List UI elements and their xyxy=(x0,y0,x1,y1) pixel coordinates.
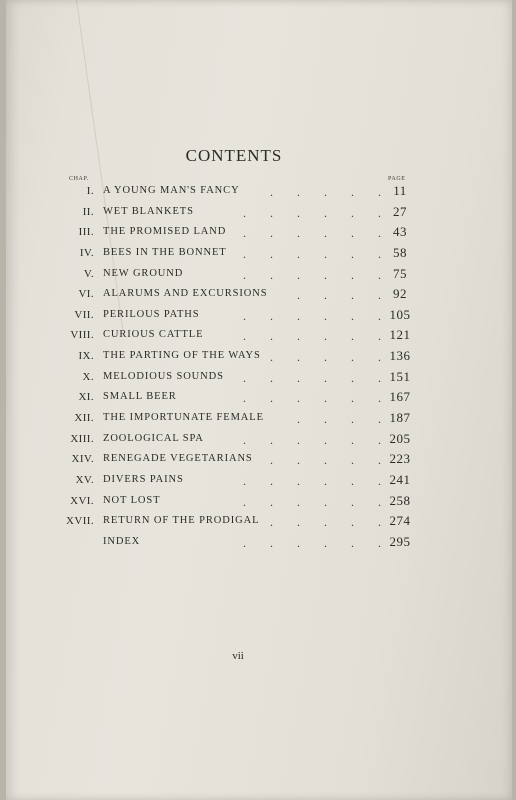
page-reference: 274 xyxy=(389,513,411,529)
leader-dots: . . . . xyxy=(297,412,381,427)
page-reference: 136 xyxy=(389,348,411,364)
page-reference: 151 xyxy=(389,368,411,384)
chapter-title: WET BLANKETS xyxy=(103,205,194,217)
leader-dots: . . . . . . xyxy=(243,391,381,406)
chapter-number: XIV. xyxy=(71,453,94,466)
chapter-title: THE IMPORTUNATE FEMALE xyxy=(103,412,264,424)
page-reference: 43 xyxy=(393,224,407,240)
leader-dots: . . . . xyxy=(297,288,381,303)
contents-heading: CONTENTS xyxy=(185,146,283,165)
toc-entry xyxy=(6,470,512,491)
leader-dots: . . . . . xyxy=(270,515,381,530)
page-number: vii xyxy=(232,650,244,662)
chapter-number: XIII. xyxy=(70,432,94,445)
chapter-title: INDEX xyxy=(103,535,141,547)
leader-dots: . . . . . . xyxy=(243,329,381,344)
leader-dots: . . . . . xyxy=(270,453,381,468)
chapter-number: IV. xyxy=(79,246,94,259)
leader-dots: . . . . . . xyxy=(243,432,381,447)
chapter-number: IX. xyxy=(78,350,94,363)
chapter-column-label: CHAP. xyxy=(69,176,89,182)
page-reference: 58 xyxy=(393,244,407,260)
chapter-number: VI. xyxy=(78,288,94,301)
leader-dots: . . . . . . xyxy=(243,535,381,550)
chapter-title: NOT LOST xyxy=(103,494,161,506)
chapter-number: VII. xyxy=(74,308,94,321)
page-column-label: PAGE xyxy=(388,176,406,182)
chapter-title: THE PARTING OF THE WAYS xyxy=(103,350,261,362)
toc-entry xyxy=(6,532,512,553)
toc-entry xyxy=(6,491,512,512)
page-reference: 121 xyxy=(389,327,411,343)
chapter-title: CURIOUS CATTLE xyxy=(103,329,204,341)
toc-entry xyxy=(6,449,512,470)
toc-entry xyxy=(6,429,512,450)
chapter-number: III. xyxy=(78,226,94,239)
chapter-title: A YOUNG MAN'S FANCY xyxy=(103,185,240,196)
chapter-title: BEES IN THE BONNET xyxy=(103,246,227,258)
book-page xyxy=(6,0,512,800)
page-reference: 75 xyxy=(393,265,407,281)
chapter-title: THE PROMISED LAND xyxy=(103,226,227,238)
toc-entry xyxy=(6,346,512,367)
leader-dots: . . . . . xyxy=(270,350,381,365)
table-of-contents xyxy=(6,181,512,553)
leader-dots: . . . . . . xyxy=(243,226,381,241)
toc-entry xyxy=(6,408,512,429)
chapter-title: NEW GROUND xyxy=(103,267,184,279)
page-reference: 27 xyxy=(393,203,407,219)
chapter-title: DIVERS PAINS xyxy=(103,473,184,485)
page-reference: 105 xyxy=(389,306,411,322)
toc-entry xyxy=(6,264,512,285)
page-reference: 92 xyxy=(393,286,407,302)
toc-entry xyxy=(6,181,512,202)
chapter-number: XV. xyxy=(75,473,94,486)
leader-dots: . . . . . . xyxy=(243,473,381,488)
page-reference: 223 xyxy=(389,451,411,467)
leader-dots: . . . . . . xyxy=(243,267,381,282)
page-reference: 167 xyxy=(389,389,411,405)
chapter-number: I. xyxy=(86,185,94,197)
chapter-number: XVI. xyxy=(70,494,94,507)
chapter-number: X. xyxy=(82,370,94,383)
page-reference: 187 xyxy=(389,410,411,426)
page-reference: 295 xyxy=(389,533,411,549)
chapter-title: ALARUMS AND EXCURSIONS xyxy=(103,288,268,300)
leader-dots: . . . . . . xyxy=(243,205,381,220)
chapter-title: RENEGADE VEGETARIANS xyxy=(103,453,253,465)
chapter-title: RETURN OF THE PRODIGAL xyxy=(103,515,260,527)
chapter-number: V. xyxy=(83,267,94,280)
toc-entry xyxy=(6,284,512,305)
page-reference: 11 xyxy=(393,183,407,198)
leader-dots: . . . . . . xyxy=(243,308,381,323)
chapter-number: XI. xyxy=(78,391,94,404)
toc-entry xyxy=(6,367,512,388)
leader-dots: . . . . . . xyxy=(243,370,381,385)
page-reference: 205 xyxy=(389,430,411,446)
chapter-number: XII. xyxy=(74,412,94,425)
chapter-title: ZOOLOGICAL SPA xyxy=(103,432,204,444)
toc-entry xyxy=(6,511,512,532)
toc-entry xyxy=(6,243,512,264)
chapter-title: MELODIOUS SOUNDS xyxy=(103,370,224,382)
chapter-number: VIII. xyxy=(70,329,94,342)
leader-dots: . . . . . xyxy=(270,185,381,199)
toc-entry xyxy=(6,325,512,346)
toc-entry xyxy=(6,202,512,223)
chapter-number: XVII. xyxy=(66,515,94,528)
page-reference: 258 xyxy=(389,492,411,508)
chapter-number: II. xyxy=(82,205,94,218)
toc-entry xyxy=(6,305,512,326)
leader-dots: . . . . . . xyxy=(243,246,381,261)
chapter-title: SMALL BEER xyxy=(103,391,177,403)
chapter-title: PERILOUS PATHS xyxy=(103,308,200,320)
leader-dots: . . . . . . xyxy=(243,494,381,509)
toc-entry xyxy=(6,387,512,408)
page-reference: 241 xyxy=(389,471,411,487)
toc-entry xyxy=(6,222,512,243)
